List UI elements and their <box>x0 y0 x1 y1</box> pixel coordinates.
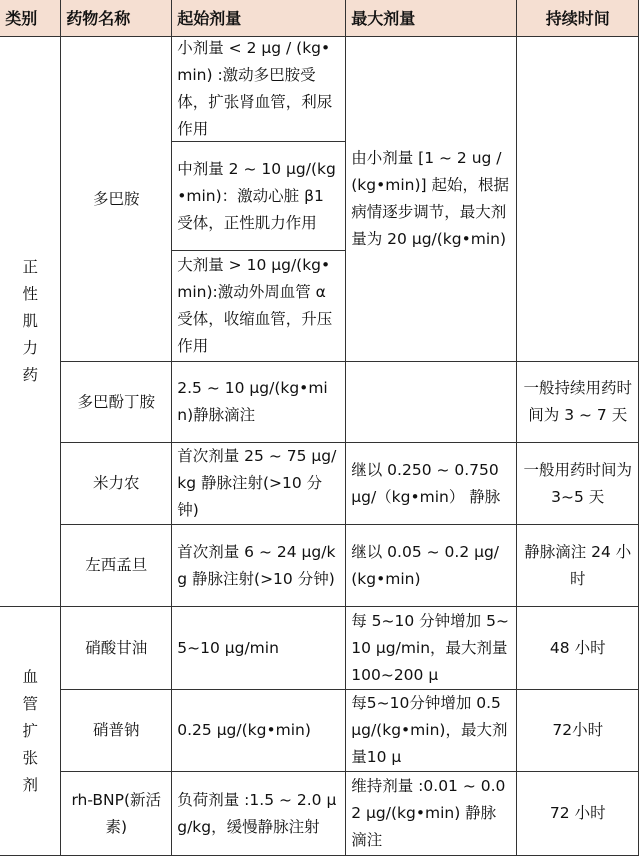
duration-text: 一般用药时间为 3~5 天 <box>523 460 637 506</box>
table-cell-max-dose <box>345 771 517 856</box>
table-cell-drug-name <box>60 524 172 607</box>
dose-text: 中剂量 2 ~ 10 μg/(kg•min)：激动心脏 β1 受体，正性肌力作用 <box>177 159 336 232</box>
table-cell-max-dose <box>345 361 517 443</box>
duration-text: 静脉滴注 24 小时 <box>524 542 632 588</box>
drug-name-text: rh-BNP(新活素) <box>71 790 162 836</box>
max-dose-text: 继以 0.05 ~ 0.2 μg/(kg•min) <box>351 542 500 588</box>
start-dose-text: 首次剂量 6 ~ 24 μg/kg 静脉注射(>10 分钟) <box>177 542 336 588</box>
table-cell-drug-name <box>60 689 172 772</box>
header-label: 起始剂量 <box>177 8 242 28</box>
drug-name-text: 硝酸甘油 <box>85 638 148 657</box>
header-max-dose <box>345 0 517 37</box>
table-cell-max-dose <box>345 524 517 607</box>
table-cell-duration <box>516 771 639 856</box>
header-category <box>0 0 61 37</box>
header-drug-name <box>60 0 172 37</box>
dose-mid <box>171 141 346 251</box>
drug-name-text: 米力农 <box>92 474 140 493</box>
drug-name-text: 左西孟旦 <box>85 556 148 575</box>
header-duration <box>516 0 639 37</box>
header-label: 类别 <box>5 8 38 28</box>
dose-text: 由小剂量 [1 ~ 2 ug / (kg•min)] 起始，根据病情逐步调节，最大剂量为 20 μg/(kg•min) <box>351 149 510 249</box>
table-cell-start-dose <box>171 771 346 856</box>
table-cell-start-dose <box>171 442 346 525</box>
start-dose-text: 0.25 μg/(kg•min) <box>177 721 311 740</box>
dose-text: 大剂量 > 10 μg/(kg•min):激动外周血管 α受体，收缩血管，升压作用 <box>177 256 333 356</box>
category-inotropes <box>0 36 61 607</box>
drug-name-dopamine <box>60 36 172 362</box>
header-label: 持续时间 <box>545 8 610 28</box>
table-cell-duration <box>516 689 639 772</box>
max-dose-text: 每 5~10 分钟增加 5~10 μg/min，最大剂量 100~200 μ <box>351 611 513 684</box>
duration-text: 72 小时 <box>549 804 606 823</box>
table-cell-duration <box>516 361 639 443</box>
drug-name-text: 多巴酚丁胺 <box>77 392 155 411</box>
header-start-dose <box>171 0 346 37</box>
max-dose-text: 每5~10分钟增加 0.5 μg/(kg•min)，最大剂量10 μ <box>351 694 508 767</box>
category-vasodilators <box>0 606 61 856</box>
start-dose-text: 负荷剂量 :1.5 ~ 2.0 μg/kg，缓慢静脉注射 <box>177 790 337 836</box>
table-cell-drug-name <box>60 771 172 856</box>
table-cell-duration <box>516 524 639 607</box>
dose-low <box>171 36 346 142</box>
start-dose-text: 2.5 ~ 10 μg/(kg•min)静脉滴注 <box>177 379 328 425</box>
duration-text: 48 小时 <box>549 638 606 657</box>
table-cell-duration <box>516 442 639 525</box>
table-cell-max-dose <box>345 606 517 690</box>
max-dose-text: 继以 0.250 ~ 0.750 μg/（kg•min） 静脉 <box>351 460 504 506</box>
header-label: 最大剂量 <box>351 8 416 28</box>
drug-name: 多巴胺 <box>92 189 140 208</box>
start-dose-text: 首次剂量 25 ~ 75 μg/kg 静脉注射(>10 分钟) <box>177 447 337 520</box>
dopamine-max-dose <box>345 36 517 362</box>
header-label: 药物名称 <box>66 8 131 28</box>
table-cell-max-dose <box>345 689 517 772</box>
table-cell-max-dose <box>345 442 517 525</box>
table-cell-start-dose <box>171 361 346 443</box>
max-dose-text: 维持剂量 :0.01 ~ 0.02 μg/(kg•min) 静脉滴注 <box>351 777 506 850</box>
duration-text: 72小时 <box>552 721 604 740</box>
table-cell-drug-name <box>60 606 172 690</box>
drug-name-text: 硝普钠 <box>92 721 140 740</box>
category-label: 正性肌力药 <box>22 258 38 385</box>
dose-high <box>171 250 346 362</box>
table-cell-duration <box>516 606 639 690</box>
table-cell-start-dose <box>171 606 346 690</box>
dopamine-duration <box>516 36 639 362</box>
start-dose-text: 5~10 μg/min <box>177 638 279 657</box>
table-cell-start-dose <box>171 524 346 607</box>
table-cell-drug-name <box>60 442 172 525</box>
category-label: 血管扩张剂 <box>22 667 38 794</box>
table-cell-drug-name <box>60 361 172 443</box>
duration-text: 一般持续用药时间为 3 ~ 7 天 <box>523 379 632 425</box>
dose-text: 小剂量 < 2 μg / (kg•min) :激动多巴胺受体，扩张肾血管，利尿作用 <box>177 39 333 139</box>
table-cell-start-dose <box>171 689 346 772</box>
